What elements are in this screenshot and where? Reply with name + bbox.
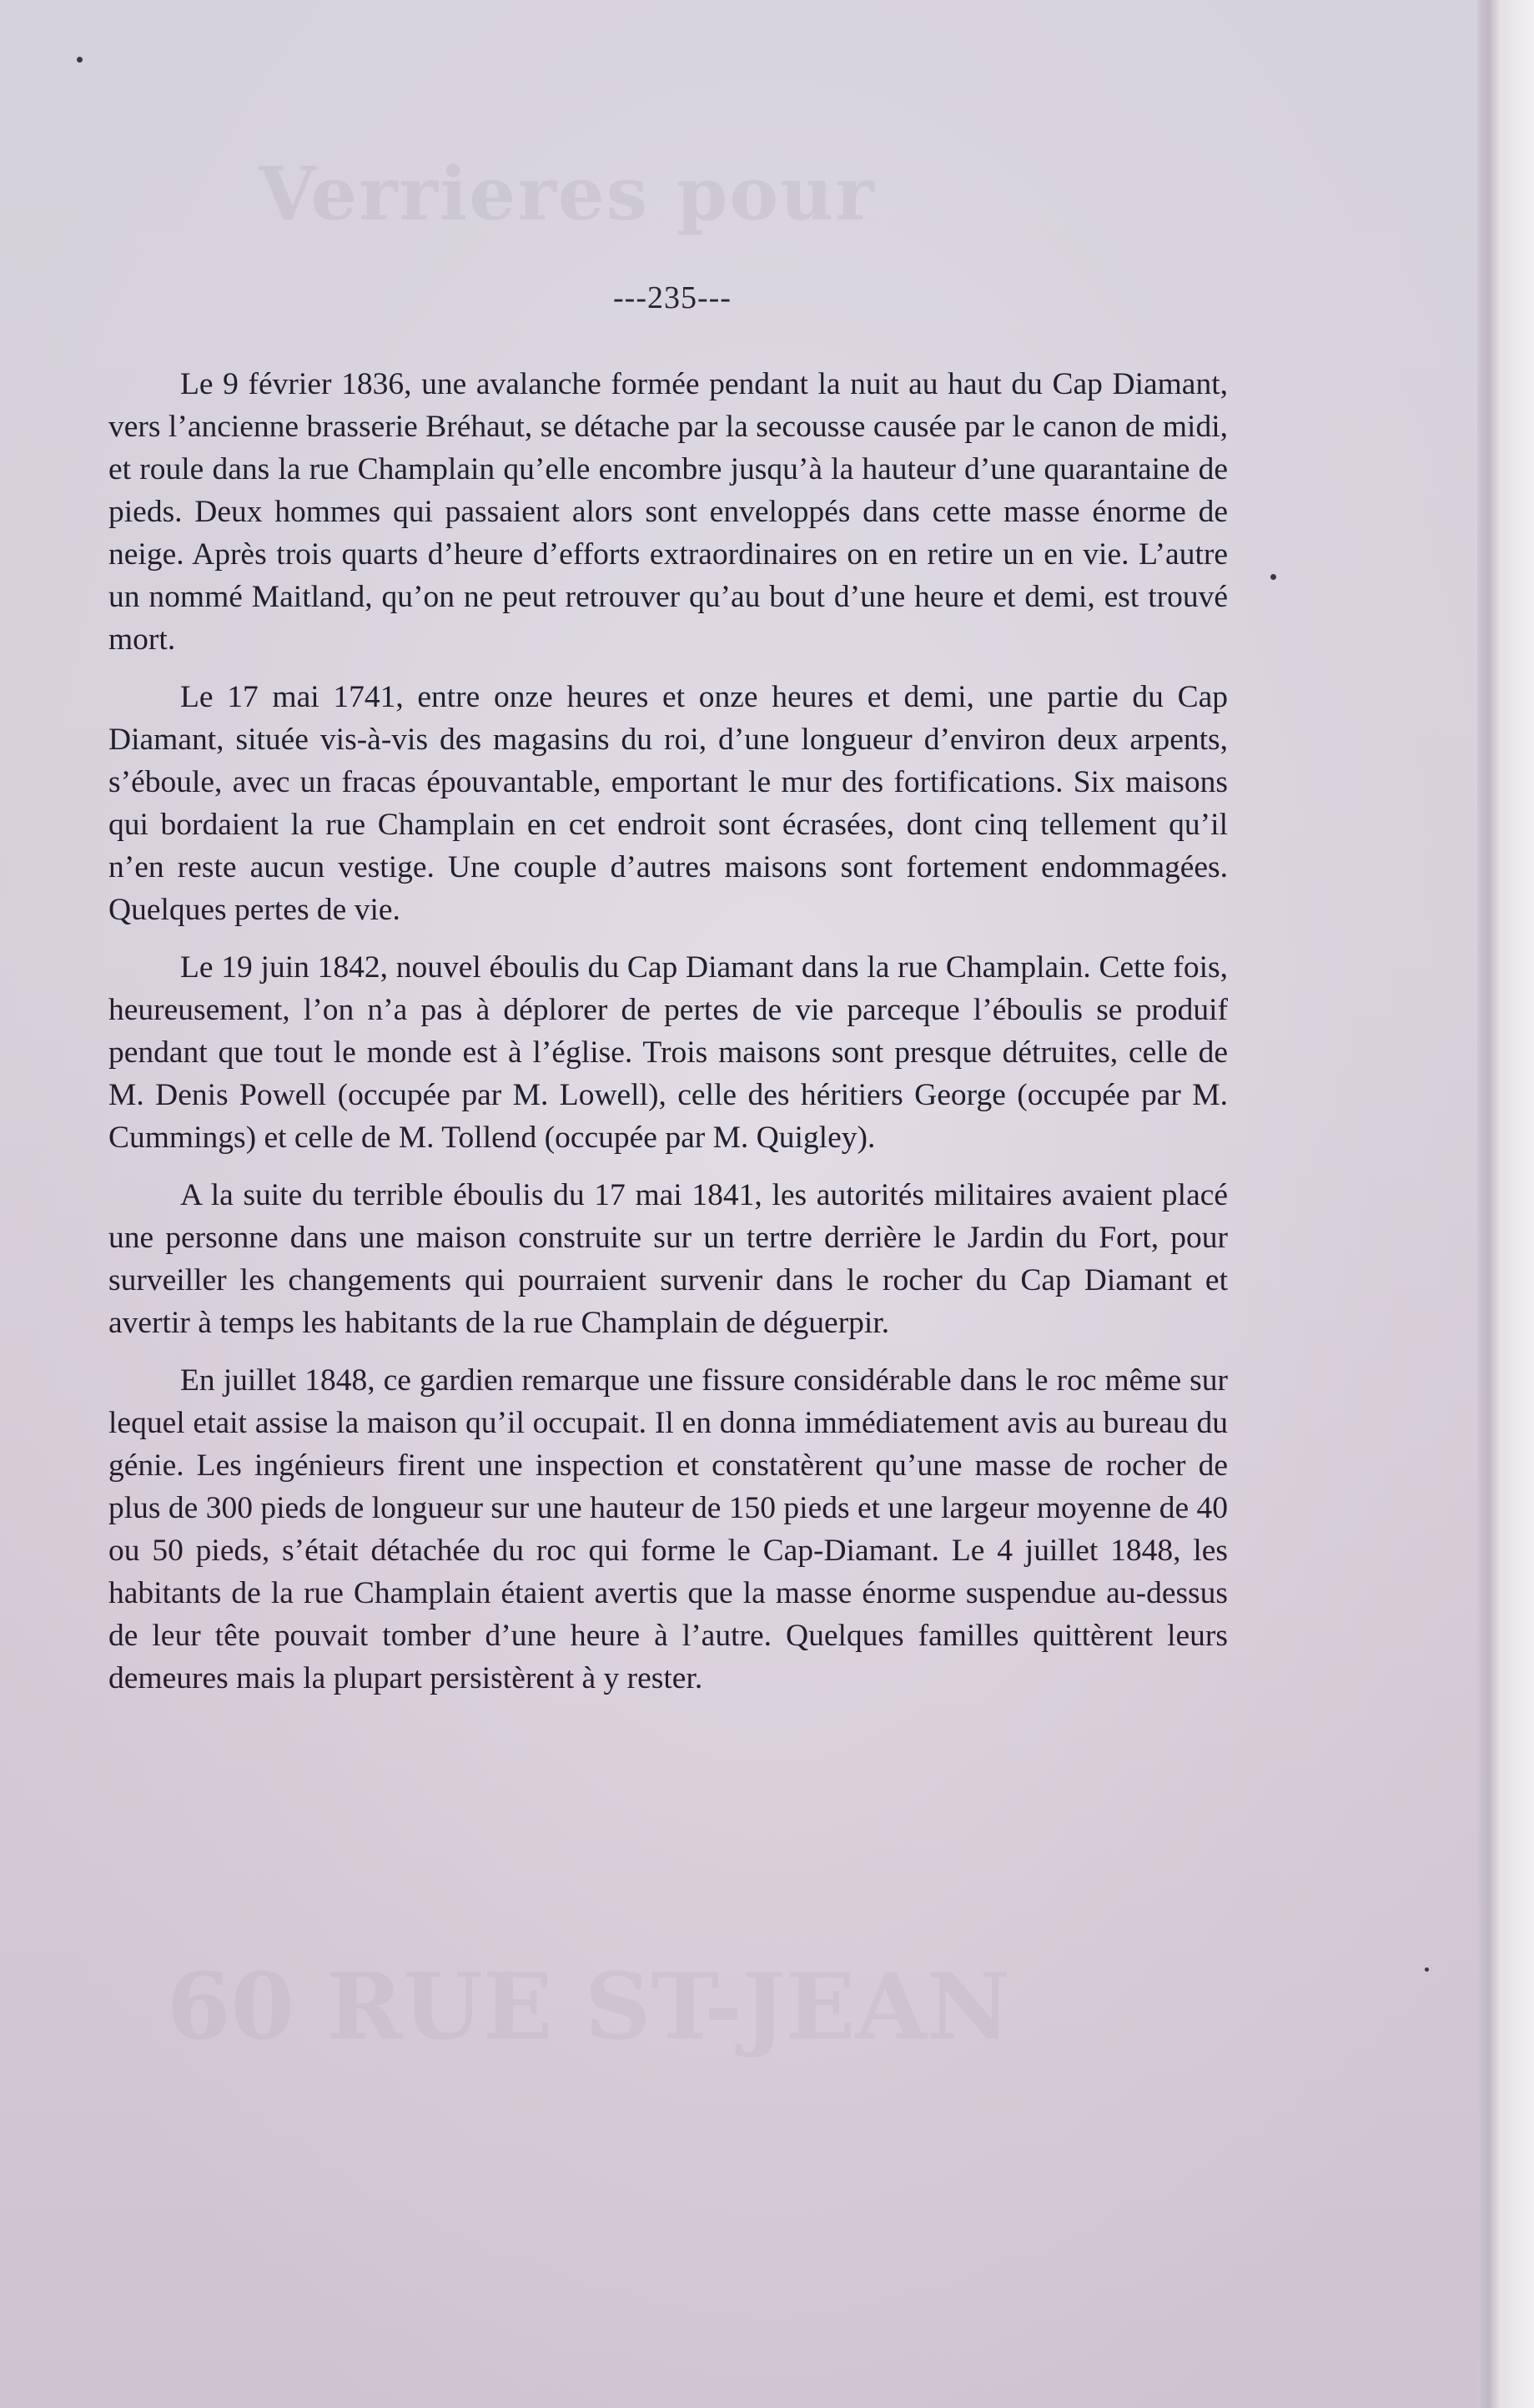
ink-speck xyxy=(1270,574,1276,580)
ink-speck xyxy=(77,57,83,63)
bleed-through-text: Verrieres pour xyxy=(259,150,876,237)
paragraph-avalanche-1836: Le 9 février 1836, une avalanche formée pendant la nuit au haut du Cap Diamant, vers l’ancienne brasserie Bréhaut, se détache par la secousse causée par le canon de midi, et roule dans la rue Champlain qu’elle encombre jusqu’à la hauteur d’une quarantaine de pieds. Deux hommes qui passaient alors sont enveloppés dans cette masse énorme de neige. Après trois quarts d’heure d’efforts extraordinaires on en retire un en vie. L’autre un nommé Maitland, qu’on ne peut retrouver qu’au bout d’une heure et demi, est trouvé mort. xyxy=(108,367,1228,657)
paragraph-fissure-1848: En juillet 1848, ce gardien remarque une fissure considérable dans le roc même sur lequel etait assise la maison qu’il occupait. Il en donna immédiatement avis au bureau du génie. Les ingénieurs firent une inspection et constatèrent qu’une masse de rocher de plus de 300 pieds de longueur sur une hauteur de 150 pieds et une largeur moyenne de 40 ou 50 pieds, s’était détachée du roc qui forme le Cap-Diamant. Le 4 juillet 1848, les habitants de la rue Champlain étaient avertis que la masse énorme suspendue au-dessus de leur tête pouvait tomber d’une heure à l’autre. Quelques familles quittèrent leurs demeures mais la plupart persistèrent à y rester. xyxy=(108,1363,1228,1695)
paragraph-eboulis-1842: Le 19 juin 1842, nouvel éboulis du Cap Diamant dans la rue Champlain. Cette fois, heureusement, l’on n’a pas à déplorer de pertes de vie parceque l’éboulis se produif pendant que tout le monde est à l’église. Trois maisons sont presque détruites, celle de M. Denis Powell (occupée par M. Lowell), celle des héritiers George (occupée par M. Cummings) et celle de M. Tollend (occupée par M. Quigley). xyxy=(108,950,1228,1155)
paragraph-surveillance: A la suite du terrible éboulis du 17 mai 1841, les autorités militaires avaient placé une personne dans une maison construite sur un tertre derrière le Jardin du Fort, pour surveiller les changements qui pourraient survenir dans le rocher du Cap Diamant et avertir à temps les habitants de la rue Champlain de déguerpir. xyxy=(108,1178,1228,1340)
bleed-through-text-lower: 60 RUE ST-JEAN xyxy=(167,1952,1011,2060)
body-text xyxy=(108,363,1228,1715)
page-edge xyxy=(1477,0,1534,2408)
page-number: ---235--- xyxy=(613,280,732,315)
paragraph-eboulis-1741: Le 17 mai 1741, entre onze heures et onze heures et demi, une partie du Cap Diamant, située vis-à-vis des magasins du roi, d’une longueur d’environ deux arpents, s’éboule, avec un fracas épouvantable, emportant le mur des fortifications. Six maisons qui bordaient la rue Champlain en cet endroit sont écrasées, dont cinq tellement qu’il n’en reste aucun vestige. Une couple d’autres maisons sont fortement endommagées. Quelques pertes de vie. xyxy=(108,680,1228,927)
ink-speck xyxy=(1425,1967,1429,1972)
